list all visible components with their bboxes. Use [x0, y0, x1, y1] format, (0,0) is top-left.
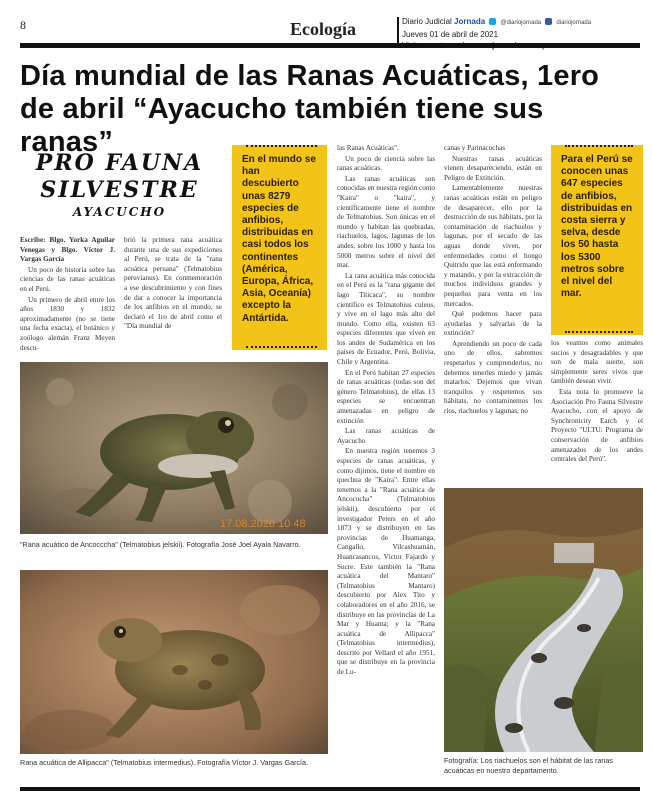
header-divider	[397, 17, 399, 45]
photo-ancococha-frog	[20, 362, 328, 534]
article-paragraph: Un poco de ciencia sobre las ranas acuáticas.	[337, 154, 435, 173]
article-column-3	[337, 144, 435, 780]
headline: Día mundial de las Ranas Acuáticas, 1ero de abril “Ayacucho también tiene sus ranas”	[20, 60, 600, 158]
article-paragraph: La rana acuática más conocida en el Perú es la "rana gigante del lago Titicaca", su nombre científico es Telmatobius culeus, y vive en el lago más alto del mundo. Como ella, existen 63 especies diferentes que viven en los andes de Sudamérica en los países de Ecuador, Perú, Bolivia, Chile y Argentina.	[337, 271, 435, 367]
facebook-handle[interactable]: diariojornada	[556, 20, 592, 26]
paper-name-prefix: Diario Judicial	[402, 17, 455, 26]
paper-name-brand: Jornada	[454, 17, 486, 26]
callout-world-text: En el mundo se han descubierto unas 8279 especies de anfibios, distribuidas en casi todos los continentes (América, Europa, África, Asia, Oceanía) excepto la Antártida.	[242, 154, 316, 324]
article-paragraph: En nuestra región tenemos 3 especies de ranas acuáticas, y como dijimos, tiene el nombre en quechua de "Kaira". Entre ellas tenemos a la "Rana acuática de Ancococha" (Telmatobius jelskii), descubierto por el investigador Peters en el año 1873 y se distribuyen en las provincias de Huamanga, Cangallo, Vilcashuamán, Huancasancos, Víctor Fajardo y Sucre. Este también la "Rana acuática del Mantaro" (Telmatobius Mantaro) descubierto por Alex Tito y colaboradores en el año 2016, se distribuye en las provincias de La Mar y Huanta; y la "Rana acuática de Allipacca" (Telmatobius intermedius), descrito por Vellard el año 1951, que se distribuye en la provincia de Lu-	[337, 447, 435, 677]
article-paragraph: Qué podemos hacer para ayudarlas y salvarlas de la extinción?	[444, 310, 542, 338]
caption-photo-3: Fotografía: Los riachuelos son el hábitat de las ranas acuáticas en nuestro departamento.	[444, 756, 614, 775]
frog-photo-1-image	[20, 362, 328, 534]
article-subheading: Las ranas acuáticas de Ayacucho	[337, 427, 435, 445]
article-paragraph: las Ranas Acuáticas".	[337, 144, 399, 152]
article-paragraph: Aprendiendo un poco de cada uno de ellos, sabremos respetarlos y comprenderlos, no debemos tenerles miedo y jamás matarlos. Dejemos que vivan tranquilos y respetemos sus hábitats, no contaminemos los ríos, riachuelos y lagunas, no	[444, 339, 542, 416]
byline: Escribe: Blgo. Yorka Aguilar Venegas y Blgo. Víctor J. Vargas García	[20, 236, 115, 264]
footer-rule	[20, 787, 640, 791]
stream-photo-image	[444, 488, 643, 752]
callout-peru-text: Para el Perú se conocen unas 647 especies de anfibios, distribuidas en costa sierra y selva, desde los 50 hasta los 5300 metros sobre el nivel del mar.	[561, 154, 633, 300]
article-column-4	[444, 144, 542, 480]
callout-world-species	[232, 145, 327, 350]
article-paragraph: Un poco de historia sobre las ciencias de las ranas acuáticas en el Perú.	[20, 265, 115, 293]
photo-allipacca-frog	[20, 570, 328, 754]
caption-photo-1: "Rana acuático de Ancocccha" (Telmatobius jelskii). Fotografía José Joel Ayala Navarro.	[20, 540, 301, 549]
twitter-handle[interactable]: @diariojornada	[500, 20, 542, 26]
logo-line3: AYACUCHO	[72, 205, 167, 219]
article-paragraph: Nuestras ranas acuáticas vienen desapareciendo, están en Peligro de Extinción.	[444, 154, 542, 182]
article-paragraph: Lamentablemente nuestras ranas acuáticas están en peligro de desaparecer, ello por la destrucción de sus hábitats, por la contaminación de riachuelos y lagunas, por el secado de las aguas donde viven, por enfermedades como el hongo Quitrido que las está enfermando y matando, y por la extracción de muchos individuos grandes y pequeños para venta en los mercados.	[444, 184, 542, 308]
frog-photo-2-image	[20, 570, 328, 754]
logo-line1: PRO FAUNA	[35, 150, 204, 176]
article-paragraph: Las ranas acuáticas son conocidas en nuestra región como "Kaira" o "kaira", y científicamente tiene el nombre de Telmatobius. Son únicas en el mundo y habitan las quebradas, riachuelos, lagos, lagunas de los andes, sobre los 1000 y hasta los 5000 metros sobre el nivel del mar.	[337, 174, 435, 270]
article-paragraph: canas y Parinacochas	[444, 144, 506, 152]
caption-photo-2: Rana acuática de Allipacca" (Telmatobius intermedius). Fotografía Víctor J. Vargas García.	[20, 758, 309, 767]
issue-date: Jueves 01 de abril de 2021	[402, 30, 499, 39]
article-column-1	[20, 236, 115, 354]
page-number: 8	[20, 18, 26, 32]
article-column-5	[551, 339, 643, 485]
facebook-icon[interactable]	[545, 18, 552, 25]
article-column-2	[124, 236, 222, 354]
photo-stream-habitat	[444, 488, 643, 752]
header-rule	[20, 43, 640, 48]
article-paragraph: Un primero de abril entre los años 1830 y 1832 aproximadamente (no se tiene una fecha exacta), el botánico y zoólogo alemán Franz Meyen descu-	[20, 295, 115, 352]
article-paragraph: En el Perú habitan 27 especies de ranas acuáticas (todas son del género Telmatobius), de ellas 13 especies se encuentran amenazadas en peligro de extinción	[337, 368, 435, 425]
article-paragraph: brió la primera rana acuática durante una de sus expediciones al Perú, se trata de la "rana acuática peruana" (Telmatobius peruvianus). En conmemoración a ese descubrimiento y con fines de dar a conocer la importancia de los anfibios en el mundo, se declaró el 1ro de abril como el "Día mundial de	[124, 236, 222, 331]
callout-peru-species	[551, 145, 643, 335]
logo-line2: SILVESTRE	[40, 177, 199, 203]
section-title: Ecología	[290, 19, 356, 39]
article-paragraph: los veamos como animales sucios y desagradables y que son de mala suerte, son simplemente seres vivos que también desean vivir.	[551, 339, 643, 386]
twitter-icon[interactable]	[489, 18, 496, 25]
article-paragraph: Esta nota lo promueve la Asociación Pro Fauna Silvestre Ayacucho, con el apoyo de Synchronicity Earch y el Proyecto "ULTU: Programa de conservación de anfibios amenazados de los andes centrales del Perú".	[551, 387, 643, 464]
photo-timestamp: 17.08.2020 10 48	[220, 518, 306, 530]
